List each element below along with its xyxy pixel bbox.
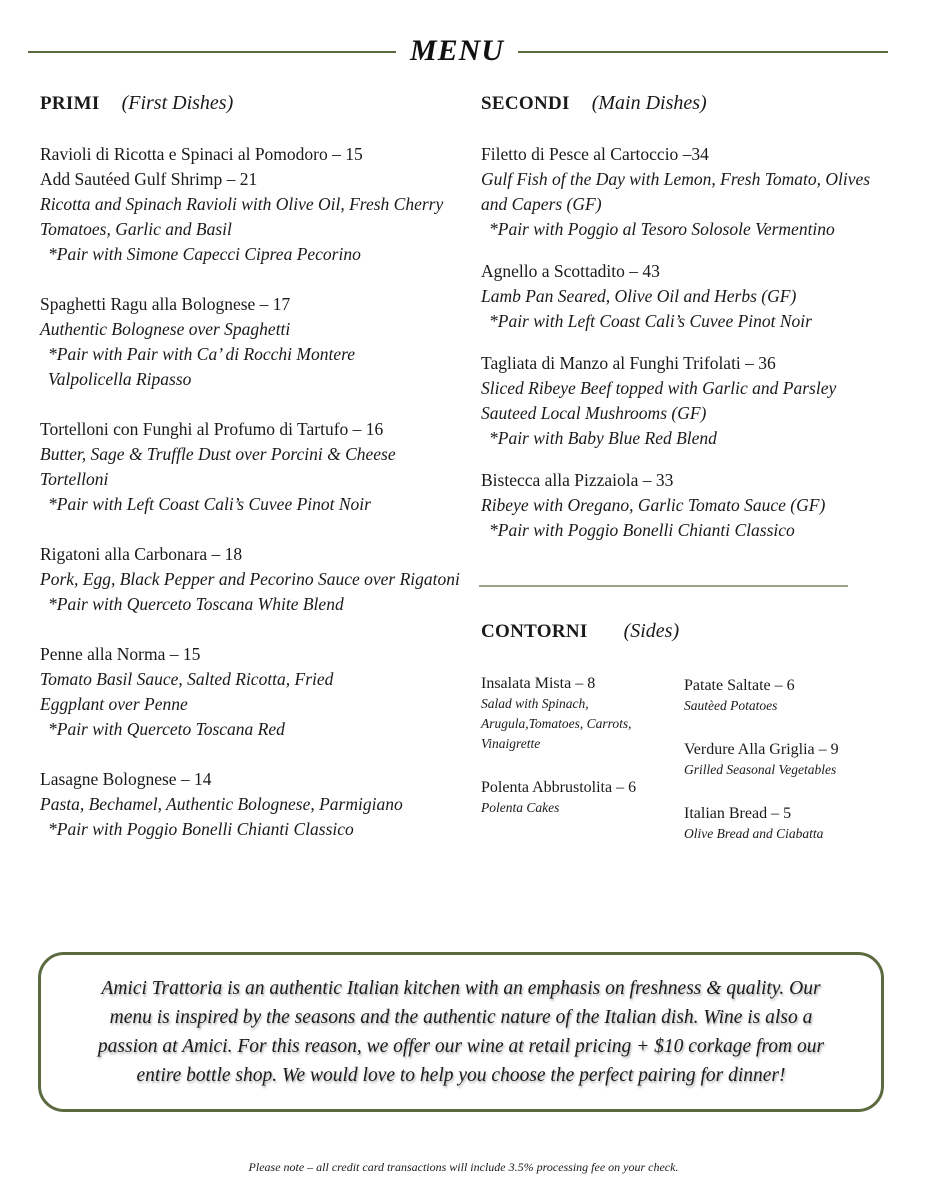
item-name: Filetto di Pesce al Cartoccio –34	[481, 144, 709, 164]
menu-item	[40, 542, 460, 617]
item-pairing: *Pair with Simone Capecci Ciprea Pecorino	[48, 244, 361, 264]
sides-column-right	[684, 676, 894, 868]
item-pairing: *Pair with Poggio al Tesoro Solosole Vermentino	[489, 219, 835, 239]
section-divider	[479, 585, 848, 587]
primi-heading	[40, 92, 460, 124]
secondi-section	[481, 92, 901, 560]
section-subtitle: (Sides)	[623, 620, 680, 642]
about-line: entire bottle shop. We would love to help you choose the perfect pairing for dinner!	[136, 1065, 786, 1086]
fee-note: Please note – all credit card transactions will include 3.5% processing fee on your check.	[248, 1160, 679, 1174]
menu-item	[40, 767, 460, 842]
contorni-heading	[481, 620, 901, 652]
item-description: Gulf Fish of the Day with Lemon, Fresh Tomato, Olives and Capers (GF)	[481, 169, 871, 214]
item-name: Agnello a Scottadito – 43	[481, 261, 660, 281]
side-description: Olive Bread and Ciabatta	[684, 826, 824, 841]
item-pairing: *Pair with Poggio Bonelli Chianti Classico	[489, 520, 795, 540]
menu-item	[40, 417, 460, 517]
menu-header	[28, 36, 888, 70]
item-name: Spaghetti Ragu alla Bolognese – 17	[40, 294, 291, 314]
item-description: Butter, Sage & Truffle Dust over Porcini & Cheese Tortelloni	[40, 444, 396, 489]
item-description: Pasta, Bechamel, Authentic Bolognese, Parmigiano	[40, 794, 403, 814]
item-name: Lasagne Bolognese – 14	[40, 769, 212, 789]
side-item	[481, 674, 681, 754]
primi-section	[40, 92, 460, 867]
item-name: Ravioli di Ricotta e Spinaci al Pomodoro – 15	[40, 144, 363, 164]
side-description: Grilled Seasonal Vegetables	[684, 762, 837, 777]
side-description: Salad with Spinach, Arugula,Tomatoes, Carrots, Vinaigrette	[481, 696, 632, 751]
menu-item	[481, 142, 901, 242]
side-item	[684, 740, 894, 780]
page-title: MENU	[409, 34, 504, 67]
item-pairing: *Pair with Left Coast Cali’s Cuvee Pinot Noir	[48, 494, 371, 514]
item-name: Penne alla Norma – 15	[40, 644, 201, 664]
item-pairing: *Pair with Querceto Toscana White Blend	[48, 594, 344, 614]
item-description: Ribeye with Oregano, Garlic Tomato Sauce (GF)	[481, 495, 826, 515]
section-subtitle: (Main Dishes)	[591, 92, 707, 114]
about-line: menu is inspired by the seasons and the authentic nature of the Italian dish. Wine is also a	[109, 1007, 813, 1028]
item-description: Tomato Basil Sauce, Salted Ricotta, Fried Eggplant over Penne	[40, 669, 334, 714]
about-box	[38, 952, 884, 1112]
side-name: Polenta Abbrustolita – 6	[481, 779, 637, 796]
about-line: Amici Trattoria is an authentic Italian kitchen with an emphasis on freshness & quality. Our	[101, 978, 821, 999]
side-name: Verdure Alla Griglia – 9	[684, 741, 839, 758]
side-item	[684, 676, 894, 716]
section-name: SECONDI	[481, 93, 570, 114]
item-name: Tortelloni con Funghi al Profumo di Tartufo – 16	[40, 419, 384, 439]
header-rule-right	[518, 51, 888, 53]
item-name: Bistecca alla Pizzaiola – 33	[481, 470, 674, 490]
about-line: passion at Amici. For this reason, we offer our wine at retail pricing + $10 corkage from our	[97, 1036, 825, 1057]
header-rule-left	[28, 51, 396, 53]
secondi-heading	[481, 92, 901, 124]
item-pairing: *Pair with Baby Blue Red Blend	[489, 428, 717, 448]
menu-item	[40, 142, 460, 267]
section-name: CONTORNI	[481, 621, 588, 642]
item-pairing: *Pair with Querceto Toscana Red	[48, 719, 285, 739]
item-description: Ricotta and Spinach Ravioli with Olive Oil, Fresh Cherry Tomatoes, Garlic and Basil	[40, 194, 444, 239]
item-description: Lamb Pan Seared, Olive Oil and Herbs (GF)	[481, 286, 797, 306]
sides-column-left	[481, 674, 681, 842]
contorni-section	[481, 620, 901, 841]
section-name: PRIMI	[40, 93, 100, 114]
menu-item	[40, 292, 460, 392]
side-description: Polenta Cakes	[481, 800, 560, 815]
side-item	[481, 778, 681, 818]
item-pairing: *Pair with Poggio Bonelli Chianti Classico	[48, 819, 354, 839]
side-name: Insalata Mista – 8	[481, 675, 596, 692]
item-name: Tagliata di Manzo al Funghi Trifolati – 36	[481, 353, 776, 373]
side-item	[684, 804, 894, 844]
menu-item	[40, 642, 460, 742]
side-description: Sautèed Potatoes	[684, 698, 778, 713]
item-pairing: *Pair with Pair with Ca’ di Rocchi Montere Valpolicella Ripasso	[48, 344, 356, 389]
item-pairing: *Pair with Left Coast Cali’s Cuvee Pinot Noir	[489, 311, 812, 331]
item-description: Authentic Bolognese over Spaghetti	[40, 319, 291, 339]
section-subtitle: (First Dishes)	[121, 92, 234, 114]
side-name: Italian Bread – 5	[684, 805, 792, 822]
menu-item	[481, 259, 901, 334]
side-name: Patate Saltate – 6	[684, 677, 795, 694]
menu-item	[481, 351, 901, 451]
menu-item	[481, 468, 901, 543]
item-name: Rigatoni alla Carbonara – 18	[40, 544, 243, 564]
about-text	[84, 974, 838, 1090]
item-description: Sliced Ribeye Beef topped with Garlic and Parsley Sauteed Local Mushrooms (GF)	[481, 378, 837, 423]
item-description: Pork, Egg, Black Pepper and Pecorino Sauce over Rigatoni	[40, 569, 460, 589]
item-addon: Add Sautéed Gulf Shrimp – 21	[40, 169, 258, 189]
